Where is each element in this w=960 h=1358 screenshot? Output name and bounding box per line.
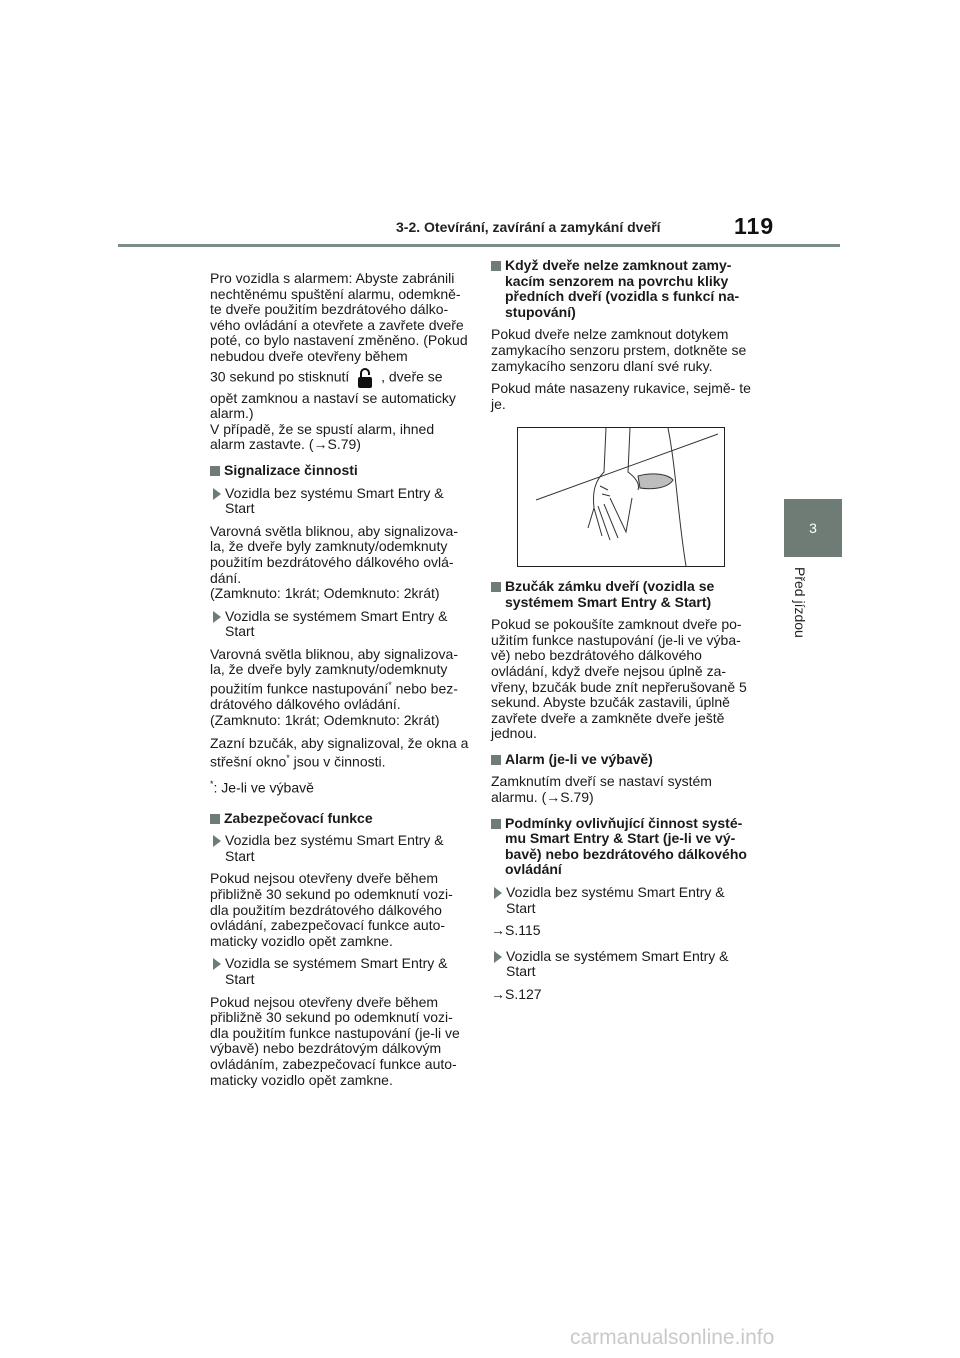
paragraph: Pokud nejsou otevřeny dveře během přibližně 30 sekund po odemknutí vozi- dla použitím bezdrátového dálkového ovládání, zabezpečovací funkce auto- maticky vozidlo opět zamkne. (210, 870, 453, 949)
list-item: Vozidla bez systému Smart Entry & Start (210, 486, 472, 517)
square-bullet-icon (210, 466, 220, 476)
triangle-bullet-icon (213, 958, 221, 970)
square-bullet-icon (491, 755, 501, 765)
paragraph: Pokud máte nasazeny rukavice, sejmě- te je. (491, 380, 751, 412)
list-item: Vozidla se systémem Smart Entry & Start (210, 956, 472, 987)
section-heading: Zabezpečovací funkce (210, 811, 472, 827)
text: , dveře se (381, 368, 443, 385)
triangle-bullet-icon (494, 951, 502, 963)
header-divider (118, 244, 840, 247)
chapter-tab: 3 (784, 499, 842, 557)
triangle-bullet-icon (494, 887, 502, 899)
list-item: Vozidla se systémem Smart Entry & Start (210, 609, 472, 640)
paragraph (210, 367, 472, 389)
section-title: 3-2. Otevírání, zavírání a zamykání dveří (396, 219, 661, 235)
paragraph: (Zamknuto: 1krát; Odemknuto: 2krát) (210, 585, 440, 602)
paragraph: (Zamknuto: 1krát; Odemknuto: 2krát) (210, 711, 440, 728)
paragraph: Varovná světla bliknou, aby signalizova- la, že dveře byly zamknuty/odemknuty použitím bezdrátového dálkového ovlá- dání. (210, 522, 458, 586)
square-bullet-icon (491, 819, 501, 829)
left-column (210, 271, 472, 1095)
paragraph: opět zamknou a nastaví se automaticky alarm.) (210, 389, 456, 422)
paragraph: Pokud nejsou otevřeny dveře během přibližně 30 sekund po odemknutí vozi- dla použitím funkce nastupování (je-li ve výbavě) nebo bezdrátovým dálkovým ovládáním, zabezpečovací funkce auto- maticky vozidlo opět zamkne. (210, 993, 460, 1088)
list-item: Vozidla bez systému Smart Entry & Start (210, 833, 472, 864)
page-number: 119 (734, 213, 775, 239)
paragraph: Pokud dveře nelze zamknout dotykem zamykacího senzoru prstem, dotkněte se zamykacího senzoru dlaní své ruky. (491, 326, 747, 374)
paragraph: Zamknutím dveří se nastaví systém alarmu. (→S.79) (491, 773, 712, 806)
square-bullet-icon (210, 814, 220, 824)
list-item: Vozidla se systémem Smart Entry & Start (491, 949, 754, 980)
list-item: Vozidla bez systému Smart Entry & Start (491, 885, 754, 916)
square-bullet-icon (491, 582, 501, 592)
section-heading: Když dveře nelze zamknout zamy- kacím senzorem na povrchu kliky předních dveří (vozidla s funkcí na- stupování) (491, 258, 754, 320)
paragraph: Pokud se pokoušíte zamknout dveře po- užitím funkce nastupování (je-li ve výba- vě) nebo bezdrátového dálkového ovládání, když dveře nejsou úplně za- vřeny, bzučák bude znít nepřerušovaně 5 sekund. Abyste bzučák zastavili, úplně zavřete dveře a zamkněte dveře ještě jednou. (491, 616, 747, 742)
page-reference: →S.127 (491, 986, 542, 1002)
page-reference: →S.115 (491, 922, 541, 939)
footnote: *: Je-li ve výbavě (210, 779, 314, 796)
triangle-bullet-icon (213, 488, 221, 500)
triangle-bullet-icon (213, 835, 221, 847)
section-heading: Podmínky ovlivňující činnost systé- mu Smart Entry & Start (je-li ve vý- bavě) nebo bezdrátového dálkového ovládání (491, 816, 754, 878)
chapter-label: Před jízdou (792, 567, 808, 638)
door-handle-illustration (517, 427, 725, 567)
section-heading: Bzučák zámku dveří (vozidla se systémem Smart Entry & Start) (491, 579, 754, 610)
triangle-bullet-icon (213, 611, 221, 623)
text: 30 sekund po stisknutí (210, 368, 350, 385)
section-heading: Alarm (je-li ve výbavě) (491, 752, 754, 768)
paragraph: Pro vozidla s alarmem: Abyste zabránili nechtěnému spuštění alarmu, odemkně- te dveře použitím bezdrátového dálko- vého ovládání a otevřete a zavřete dveře poté, co bylo nastavení změněno. (Pokud nebudou dveře otevřeny během (210, 270, 468, 364)
section-heading: Signalizace činnosti (210, 463, 472, 479)
square-bullet-icon (491, 261, 501, 271)
paragraph: Varovná světla bliknou, aby signalizova- la, že dveře byly zamknuty/odemknuty použitím funkce nastupování* nebo bez- drátového dálkového ovládání. (210, 645, 458, 713)
right-column (491, 258, 754, 1010)
lock-icon (357, 367, 373, 389)
watermark: carmanualsonline.info (570, 1326, 775, 1349)
paragraph: V případě, že se spustí alarm, ihned alarm zastavte. (→S.79) (210, 420, 435, 453)
paragraph: Zazní bzučák, aby signalizoval, že okna a střešní okno* jsou v činnosti. (210, 734, 469, 770)
